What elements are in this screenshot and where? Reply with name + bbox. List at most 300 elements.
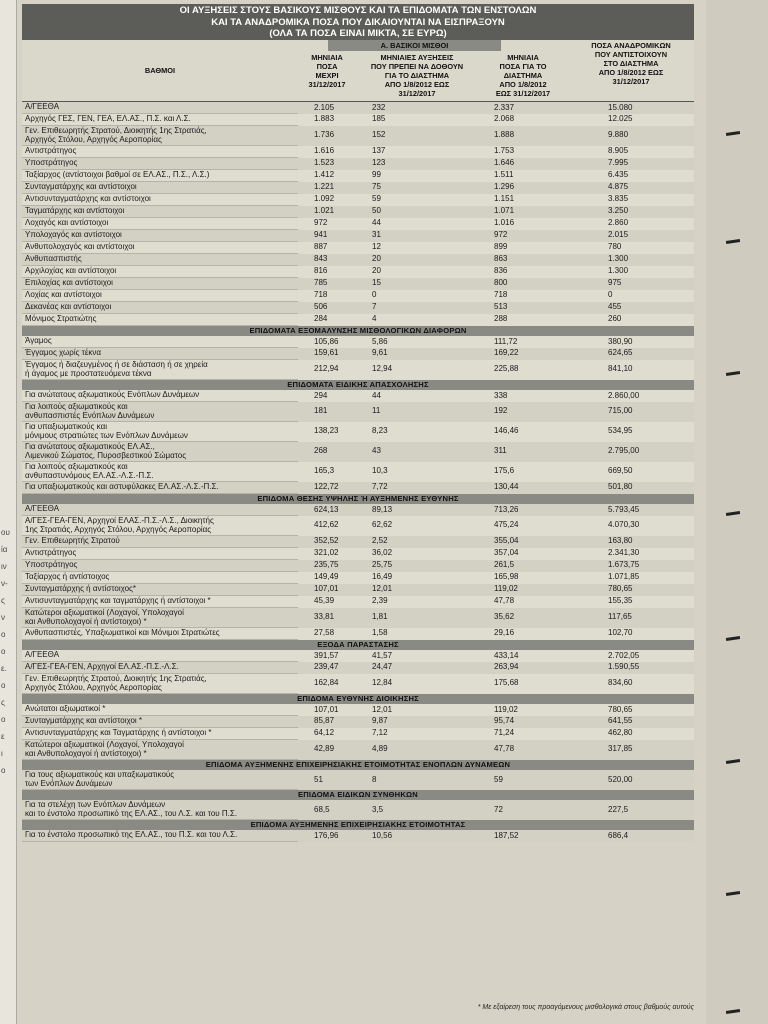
table-row [22, 266, 694, 278]
increase-cell: 1,81 [356, 608, 478, 628]
retroactive-cell: 2.795,00 [568, 442, 694, 462]
rank-cell: Α/ΓΕΕΘΑ [22, 504, 298, 516]
strip-fragment: ν [1, 613, 5, 622]
table-row [22, 158, 694, 170]
monthly-amount-cell: 149,49 [298, 572, 356, 584]
monthly-amount-cell: 718 [298, 290, 356, 302]
section-title: ΕΠΙΔΟΜΑ ΘΕΣΗΣ ΥΨΗΛΗΣ Ή ΑΥΞΗΜΕΝΗΣ ΕΥΘΥΝΗΣ [22, 494, 694, 505]
retroactive-cell: 163,80 [568, 536, 694, 548]
increase-cell: 10,3 [356, 462, 478, 482]
new-amount-cell: 35,62 [478, 608, 568, 628]
monthly-amount-cell: 624,13 [298, 504, 356, 516]
new-amount-cell: 1.071 [478, 206, 568, 218]
monthly-amount-cell: 27,58 [298, 628, 356, 640]
rank-cell: Κατώτεροι αξιωματικοί (Λοχαγοί, Υπολοχαγοί και Ανθυπολοχαγοί ή αντίστοιχοι) * [22, 608, 298, 628]
section-a-label: Α. ΒΑΣΙΚΟΙ ΜΙΣΘΟΙ [328, 40, 501, 51]
retroactive-cell: 6.435 [568, 170, 694, 182]
table-row [22, 360, 694, 380]
new-amount-cell: 713,26 [478, 504, 568, 516]
table-row [22, 536, 694, 548]
table-row [22, 728, 694, 740]
retroactive-cell: 5.793,45 [568, 504, 694, 516]
table-header [22, 40, 694, 102]
increase-cell: 20 [356, 266, 478, 278]
rank-cell: Για ανώτατους αξιωματικούς Ενόπλων Δυνάμεων [22, 390, 298, 402]
rank-cell: Κατώτεροι αξιωματικοί (Λοχαγοί, Υπολοχαγοί και Ανθυπολοχαγοί ή αντίστοιχοι) * [22, 740, 298, 760]
retroactive-cell: 780 [568, 242, 694, 254]
new-amount-cell: 72 [478, 800, 568, 820]
rank-cell: Για υπαξιωματικούς και αστυφύλακες ΕΛ.ΑΣ.-Λ.Σ.-Π.Σ. [22, 482, 298, 494]
strip-fragment: ο [1, 766, 6, 775]
strip-fragment: ία [1, 545, 8, 554]
increase-cell: 9,87 [356, 716, 478, 728]
retroactive-cell: 260 [568, 314, 694, 326]
new-amount-cell: 175,6 [478, 462, 568, 482]
table-row [22, 442, 694, 462]
increase-cell: 12,94 [356, 360, 478, 380]
retroactive-cell: 227,5 [568, 800, 694, 820]
rank-cell: Ταγματάρχης και αντίστοιχοι [22, 206, 298, 218]
salary-table [22, 102, 694, 842]
strip-fragment: ου [1, 528, 10, 537]
increase-cell: 15 [356, 278, 478, 290]
rank-cell: Για τα στελέχη των Ενόπλων Δυνάμεων και το ένστολο προσωπικό της ΕΛ.ΑΣ., του Λ.Σ. και του Π.Σ. [22, 800, 298, 820]
new-amount-cell: 1.016 [478, 218, 568, 230]
increase-cell: 152 [356, 126, 478, 146]
increase-cell: 10,56 [356, 830, 478, 842]
table-row [22, 170, 694, 182]
increase-cell: 50 [356, 206, 478, 218]
retroactive-cell: 7.995 [568, 158, 694, 170]
new-amount-cell: 1.511 [478, 170, 568, 182]
new-amount-cell: 263,94 [478, 662, 568, 674]
retroactive-cell: 2.341,30 [568, 548, 694, 560]
header-ranks: ΒΑΘΜΟΙ [144, 66, 176, 75]
rank-cell: Ανθυπολοχαγός και αντίστοιχοι [22, 242, 298, 254]
monthly-amount-cell: 51 [298, 770, 356, 790]
increase-cell: 41,57 [356, 650, 478, 662]
rank-cell: Για λοιπούς αξιωματικούς και ανθυπασπιστές Ενόπλων Δυνάμεων [22, 402, 298, 422]
table-row [22, 628, 694, 640]
new-amount-cell: 71,24 [478, 728, 568, 740]
rank-cell: Αντισυνταγματάρχης και αντίστοιχοι [22, 194, 298, 206]
new-amount-cell: 718 [478, 290, 568, 302]
monthly-amount-cell: 843 [298, 254, 356, 266]
rank-cell: Άγαμος [22, 336, 298, 348]
increase-cell: 0 [356, 290, 478, 302]
table-row [22, 800, 694, 820]
table-row [22, 290, 694, 302]
new-amount-cell: 355,04 [478, 536, 568, 548]
increase-cell: 44 [356, 218, 478, 230]
retroactive-cell: 3.250 [568, 206, 694, 218]
table-row [22, 182, 694, 194]
new-amount-cell: 192 [478, 402, 568, 422]
monthly-amount-cell: 1.523 [298, 158, 356, 170]
strip-fragment: ιν [1, 562, 7, 571]
table-row [22, 504, 694, 516]
retroactive-cell: 686,4 [568, 830, 694, 842]
new-amount-cell: 187,52 [478, 830, 568, 842]
retroactive-cell: 15.080 [568, 102, 694, 114]
section-header [22, 494, 694, 505]
table-row [22, 704, 694, 716]
new-amount-cell: 59 [478, 770, 568, 790]
section-header [22, 640, 694, 651]
increase-cell: 43 [356, 442, 478, 462]
section-header [22, 694, 694, 705]
retroactive-cell: 155,35 [568, 596, 694, 608]
table-row [22, 402, 694, 422]
table-row [22, 194, 694, 206]
new-amount-cell: 513 [478, 302, 568, 314]
monthly-amount-cell: 321,02 [298, 548, 356, 560]
rank-cell: Δεκανέας και αντίστοιχοι [22, 302, 298, 314]
retroactive-cell: 4.875 [568, 182, 694, 194]
monthly-amount-cell: 1.221 [298, 182, 356, 194]
increase-cell: 7,12 [356, 728, 478, 740]
table-row [22, 608, 694, 628]
section-title: ΕΠΙΔΟΜΑΤΑ ΕΙΔΙΚΗΣ ΑΠΑΣΧΟΛΗΣΗΣ [22, 380, 694, 391]
strip-fragment: ο [1, 630, 6, 639]
retroactive-cell: 455 [568, 302, 694, 314]
monthly-amount-cell: 122,72 [298, 482, 356, 494]
rank-cell: Αντισυνταγματάρχης και Ταγματάρχης ή αντίστοιχοι * [22, 728, 298, 740]
new-amount-cell: 863 [478, 254, 568, 266]
new-amount-cell: 47,78 [478, 740, 568, 760]
retroactive-cell: 780,65 [568, 584, 694, 596]
monthly-amount-cell: 162,84 [298, 674, 356, 694]
increase-cell: 59 [356, 194, 478, 206]
table-row [22, 560, 694, 572]
table-row [22, 254, 694, 266]
retroactive-cell: 2.015 [568, 230, 694, 242]
rank-cell: Α/ΓΕΕΘΑ [22, 650, 298, 662]
increase-cell: 99 [356, 170, 478, 182]
table-row [22, 146, 694, 158]
retroactive-cell: 834,60 [568, 674, 694, 694]
table-row [22, 102, 694, 114]
monthly-amount-cell: 1.092 [298, 194, 356, 206]
retroactive-cell: 462,80 [568, 728, 694, 740]
monthly-amount-cell: 33,81 [298, 608, 356, 628]
title-line-2: ΚΑΙ ΤΑ ΑΝΑΔΡΟΜΙΚΑ ΠΟΣΑ ΠΟΥ ΔΙΚΑΙΟΥΝΤΑΙ ΝΑ ΕΙΣΠΡΑΞΟΥΝ [211, 16, 505, 28]
monthly-amount-cell: 212,94 [298, 360, 356, 380]
rank-cell: Αρχηγός ΓΕΣ, ΓΕΝ, ΓΕΑ, ΕΛ.ΑΣ., Π.Σ. και Λ.Σ. [22, 114, 298, 126]
increase-cell: 7 [356, 302, 478, 314]
header-monthly-until-2017: ΜΗΝΙΑΙΑ ΠΟΣΑ ΜΕΧΡΙ 31/12/2017 [308, 53, 346, 89]
monthly-amount-cell: 165,3 [298, 462, 356, 482]
table-row [22, 770, 694, 790]
header-monthly-amounts-period: ΜΗΝΙΑΙΑ ΠΟΣΑ ΓΙΑ ΤΟ ΔΙΑΣΤΗΜΑ ΑΠΟ 1/8/2012 ΕΩΣ 31/12/2017 [495, 53, 551, 98]
rank-cell: Ανώτατοι αξιωματικοί * [22, 704, 298, 716]
new-amount-cell: 475,24 [478, 516, 568, 536]
retroactive-cell: 1.590,55 [568, 662, 694, 674]
strip-fragment: ν- [1, 579, 8, 588]
retroactive-cell: 12.025 [568, 114, 694, 126]
section-header [22, 790, 694, 801]
monthly-amount-cell: 506 [298, 302, 356, 314]
retroactive-cell: 1.673,75 [568, 560, 694, 572]
rank-cell: Για λοιπούς αξιωματικούς και ανθυπαστυνόμους ΕΛ.ΑΣ.-Λ.Σ.-Π.Σ. [22, 462, 298, 482]
retroactive-cell: 669,50 [568, 462, 694, 482]
retroactive-cell: 2.860 [568, 218, 694, 230]
increase-cell: 8 [356, 770, 478, 790]
table-row [22, 516, 694, 536]
monthly-amount-cell: 159,61 [298, 348, 356, 360]
rank-cell: Α/ΓΕΣ-ΓΕΑ-ΓΕΝ, Αρχηγοί ΕΛ.ΑΣ.-Π.Σ.-Λ.Σ. [22, 662, 298, 674]
increase-cell: 7,72 [356, 482, 478, 494]
increase-cell: 2,52 [356, 536, 478, 548]
table-row [22, 302, 694, 314]
table-row [22, 716, 694, 728]
monthly-amount-cell: 138,23 [298, 422, 356, 442]
new-amount-cell: 47,78 [478, 596, 568, 608]
rank-cell: Για τους αξιωματικούς και υπαξιωματικούς των Ενόπλων Δυνάμεων [22, 770, 298, 790]
new-amount-cell: 95,74 [478, 716, 568, 728]
monthly-amount-cell: 352,52 [298, 536, 356, 548]
table-row [22, 230, 694, 242]
title-line-3: (ΟΛΑ ΤΑ ΠΟΣΑ ΕΙΝΑΙ ΜΙΚΤΑ, ΣΕ ΕΥΡΩ) [269, 28, 447, 39]
new-amount-cell: 433,14 [478, 650, 568, 662]
table-row [22, 278, 694, 290]
table-row [22, 218, 694, 230]
increase-cell: 89,13 [356, 504, 478, 516]
strip-fragment: ο [1, 647, 6, 656]
monthly-amount-cell: 107,01 [298, 584, 356, 596]
rank-cell: Γεν. Επιθεωρητής Στρατού [22, 536, 298, 548]
strip-fragment: ς [1, 596, 5, 605]
retroactive-cell: 641,55 [568, 716, 694, 728]
retroactive-cell: 9.880 [568, 126, 694, 146]
increase-cell: 8,23 [356, 422, 478, 442]
strip-fragment: ι [1, 749, 3, 758]
monthly-amount-cell: 816 [298, 266, 356, 278]
monthly-amount-cell: 284 [298, 314, 356, 326]
increase-cell: 36,02 [356, 548, 478, 560]
increase-cell: 24,47 [356, 662, 478, 674]
rank-cell: Για υπαξιωματικούς και μόνιμους στρατιώτες των Ενόπλων Δυνάμεων [22, 422, 298, 442]
rank-cell: Έγγαμος χωρίς τέκνα [22, 348, 298, 360]
new-amount-cell: 338 [478, 390, 568, 402]
table-title [22, 4, 694, 40]
increase-cell: 12 [356, 242, 478, 254]
increase-cell: 4 [356, 314, 478, 326]
rank-cell: Γεν. Επιθεωρητής Στρατού, Διοικητής 1ης Στρατιάς, Αρχηγός Στόλου, Αρχηγός Αεροπορίας [22, 674, 298, 694]
retroactive-cell: 1.300 [568, 266, 694, 278]
adjacent-column-strip [0, 0, 17, 1024]
monthly-amount-cell: 68,5 [298, 800, 356, 820]
rank-cell: Μόνιμος Στρατιώτης [22, 314, 298, 326]
monthly-amount-cell: 42,89 [298, 740, 356, 760]
new-amount-cell: 899 [478, 242, 568, 254]
table-row [22, 206, 694, 218]
section-title: ΕΠΙΔΟΜΑ ΕΥΘΥΝΗΣ ΔΙΟΙΚΗΣΗΣ [22, 694, 694, 705]
table-row [22, 314, 694, 326]
monthly-amount-cell: 2.105 [298, 102, 356, 114]
increase-cell: 5,86 [356, 336, 478, 348]
monthly-amount-cell: 1.616 [298, 146, 356, 158]
monthly-amount-cell: 239,47 [298, 662, 356, 674]
increase-cell: 62,62 [356, 516, 478, 536]
retroactive-cell: 3.835 [568, 194, 694, 206]
monthly-amount-cell: 1.021 [298, 206, 356, 218]
monthly-amount-cell: 235,75 [298, 560, 356, 572]
retroactive-cell: 0 [568, 290, 694, 302]
rank-cell: Αντιστράτηγος [22, 548, 298, 560]
increase-cell: 185 [356, 114, 478, 126]
rank-cell: Για ανώτατους αξιωματικούς ΕΛ.ΑΣ., Λιμενικού Σώματος, Πυροσβεστικού Σώματος [22, 442, 298, 462]
retroactive-cell: 501,80 [568, 482, 694, 494]
retroactive-cell: 102,70 [568, 628, 694, 640]
new-amount-cell: 288 [478, 314, 568, 326]
monthly-amount-cell: 176,96 [298, 830, 356, 842]
footnote: * Με εξαίρεση τους προαγόμενους μισθολογικά στους βαθμούς αυτούς [477, 1004, 694, 1011]
rank-cell: Ταξίαρχος (αντίστοιχοι βαθμοί σε ΕΛ.ΑΣ., Π.Σ., Λ.Σ.) [22, 170, 298, 182]
new-amount-cell: 2.337 [478, 102, 568, 114]
new-amount-cell: 972 [478, 230, 568, 242]
increase-cell: 12,84 [356, 674, 478, 694]
retroactive-cell: 520,00 [568, 770, 694, 790]
strip-fragment: ο [1, 681, 6, 690]
monthly-amount-cell: 785 [298, 278, 356, 290]
retroactive-cell: 534,95 [568, 422, 694, 442]
rank-cell: Έγγαμος ή διαζευγμένος ή σε διάσταση ή σε χηρεία ή άγαμος με προστατευόμενα τέκνα [22, 360, 298, 380]
header-monthly-increases: ΜΗΝΙΑΙΕΣ ΑΥΞΗΣΕΙΣ ΠΟΥ ΠΡΕΠΕΙ ΝΑ ΔΟΘΟΥΝ ΓΙΑ ΤΟ ΔΙΑΣΤΗΜΑ ΑΠΟ 1/8/2012 ΕΩΣ 31/12/2017 [370, 53, 464, 98]
table-row [22, 650, 694, 662]
new-amount-cell: 119,02 [478, 584, 568, 596]
monthly-amount-cell: 1.736 [298, 126, 356, 146]
monthly-amount-cell: 181 [298, 402, 356, 422]
new-amount-cell: 357,04 [478, 548, 568, 560]
monthly-amount-cell: 268 [298, 442, 356, 462]
salary-table-article [22, 4, 694, 1019]
increase-cell: 25,75 [356, 560, 478, 572]
table-row [22, 126, 694, 146]
rank-cell: Α/ΓΕΕΘΑ [22, 102, 298, 114]
rank-cell: Αντιστράτηγος [22, 146, 298, 158]
new-amount-cell: 29,16 [478, 628, 568, 640]
table-row [22, 482, 694, 494]
table-row [22, 572, 694, 584]
increase-cell: 2,39 [356, 596, 478, 608]
new-amount-cell: 1.888 [478, 126, 568, 146]
retroactive-cell: 841,10 [568, 360, 694, 380]
rank-cell: Συνταγματάρχης και αντίστοιχοι * [22, 716, 298, 728]
monthly-amount-cell: 972 [298, 218, 356, 230]
header-retroactive-amounts: ΠΟΣΑ ΑΝΑΔΡΟΜΙΚΩΝ ΠΟΥ ΑΝΤΙΣΤΟΙΧΟΥΝ ΣΤΟ ΔΙΑΣΤΗΜΑ ΑΠΟ 1/8/2012 ΕΩΣ 31/12/2017 [591, 41, 671, 86]
table-row [22, 740, 694, 760]
new-amount-cell: 169,22 [478, 348, 568, 360]
rank-cell: Αντισυνταγματάρχης και ταγματάρχης ή αντίστοιχοι * [22, 596, 298, 608]
rank-cell: Αρχιλοχίας και αντίστοιχοι [22, 266, 298, 278]
new-amount-cell: 111,72 [478, 336, 568, 348]
increase-cell: 1,58 [356, 628, 478, 640]
new-amount-cell: 261,5 [478, 560, 568, 572]
increase-cell: 20 [356, 254, 478, 266]
increase-cell: 16,49 [356, 572, 478, 584]
retroactive-cell: 4.070,30 [568, 516, 694, 536]
new-amount-cell: 165,98 [478, 572, 568, 584]
table-row [22, 422, 694, 442]
rank-cell: Ανθυπασπιστής [22, 254, 298, 266]
retroactive-cell: 780,65 [568, 704, 694, 716]
increase-cell: 232 [356, 102, 478, 114]
retroactive-cell: 975 [568, 278, 694, 290]
new-amount-cell: 1.646 [478, 158, 568, 170]
retroactive-cell: 117,65 [568, 608, 694, 628]
section-title: ΕΞΟΔΑ ΠΑΡΑΣΤΑΣΗΣ [22, 640, 694, 651]
title-line-1: ΟΙ ΑΥΞΗΣΕΙΣ ΣΤΟΥΣ ΒΑΣΙΚΟΥΣ ΜΙΣΘΟΥΣ ΚΑΙ ΤΑ ΕΠΙΔΟΜΑΤΑ ΤΩΝ ΕΝΣΤΟΛΩΝ [179, 5, 537, 16]
section-title: ΕΠΙΔΟΜΑ ΑΥΞΗΜΕΝΗΣ ΕΠΙΧΕΙΡΗΣΙΑΚΗΣ ΕΤΟΙΜΟΤΗΤΑΣ [22, 820, 694, 831]
new-amount-cell: 836 [478, 266, 568, 278]
section-title: ΕΠΙΔΟΜΑ ΑΥΞΗΜΕΝΗΣ ΕΠΙΧΕΙΡΗΣΙΑΚΗΣ ΕΤΟΙΜΟΤΗΤΑΣ ΕΝΟΠΛΩΝ ΔΥΝΑΜΕΩΝ [22, 760, 694, 771]
retroactive-cell: 1.300 [568, 254, 694, 266]
new-amount-cell: 800 [478, 278, 568, 290]
rank-cell: Υποστράτηγος [22, 158, 298, 170]
table-row [22, 390, 694, 402]
strip-fragment: ε [1, 732, 5, 741]
table-row [22, 336, 694, 348]
table-row [22, 830, 694, 842]
new-amount-cell: 225,88 [478, 360, 568, 380]
table-row [22, 674, 694, 694]
section-header [22, 760, 694, 771]
rank-cell: Επιλοχίας και αντίστοιχοι [22, 278, 298, 290]
increase-cell: 9,61 [356, 348, 478, 360]
retroactive-cell: 2.702,05 [568, 650, 694, 662]
section-header [22, 380, 694, 391]
rank-cell: Συνταγματάρχης και αντίστοιχοι [22, 182, 298, 194]
monthly-amount-cell: 1.412 [298, 170, 356, 182]
monthly-amount-cell: 45,39 [298, 596, 356, 608]
table-row [22, 584, 694, 596]
rank-cell: Ανθυπασπιστές, Υπαξιωματικοί και Μόνιμοι Στρατιώτες [22, 628, 298, 640]
increase-cell: 31 [356, 230, 478, 242]
monthly-amount-cell: 294 [298, 390, 356, 402]
section-title: ΕΠΙΔΟΜΑΤΑ ΕΞΟΜΑΛΥΝΣΗΣ ΜΙΣΘΟΛΟΓΙΚΩΝ ΔΙΑΦΟΡΩΝ [22, 326, 694, 337]
table-row [22, 662, 694, 674]
increase-cell: 11 [356, 402, 478, 422]
new-amount-cell: 1.296 [478, 182, 568, 194]
rank-cell: Λοχαγός και αντίστοιχοι [22, 218, 298, 230]
retroactive-cell: 1.071,85 [568, 572, 694, 584]
new-amount-cell: 1.151 [478, 194, 568, 206]
table-row [22, 548, 694, 560]
increase-cell: 12,01 [356, 584, 478, 596]
rank-cell: Γεν. Επιθεωρητής Στρατού, Διοικητής 1ης Στρατιάς, Αρχηγός Στόλου, Αρχηγός Αεροπορίας [22, 126, 298, 146]
strip-fragment: ε. [1, 664, 7, 673]
table-row [22, 596, 694, 608]
new-amount-cell: 119,02 [478, 704, 568, 716]
increase-cell: 75 [356, 182, 478, 194]
increase-cell: 12,01 [356, 704, 478, 716]
monthly-amount-cell: 941 [298, 230, 356, 242]
monthly-amount-cell: 64,12 [298, 728, 356, 740]
rank-cell: Συνταγματάρχης ή αντίστοιχος* [22, 584, 298, 596]
retroactive-cell: 380,90 [568, 336, 694, 348]
rank-cell: Για το ένστολο προσωπικό της ΕΛ.ΑΣ., του Π.Σ. και του Λ.Σ. [22, 830, 298, 842]
table-row [22, 462, 694, 482]
monthly-amount-cell: 1.883 [298, 114, 356, 126]
rank-cell: Υποστράτηγος [22, 560, 298, 572]
new-amount-cell: 2.068 [478, 114, 568, 126]
retroactive-cell: 624,65 [568, 348, 694, 360]
rank-cell: Υπολοχαγός και αντίστοιχοι [22, 230, 298, 242]
increase-cell: 4,89 [356, 740, 478, 760]
rank-cell: Α/ΓΕΣ-ΓΕΑ-ΓΕΝ, Αρχηγοί ΕΛΑΣ.-Π.Σ.-Λ.Σ., Διοικητής 1ης Στρατιάς, Αρχηγός Στόλου, Αρχηγός Αεροπορίας [22, 516, 298, 536]
strip-fragment: ο [1, 715, 6, 724]
